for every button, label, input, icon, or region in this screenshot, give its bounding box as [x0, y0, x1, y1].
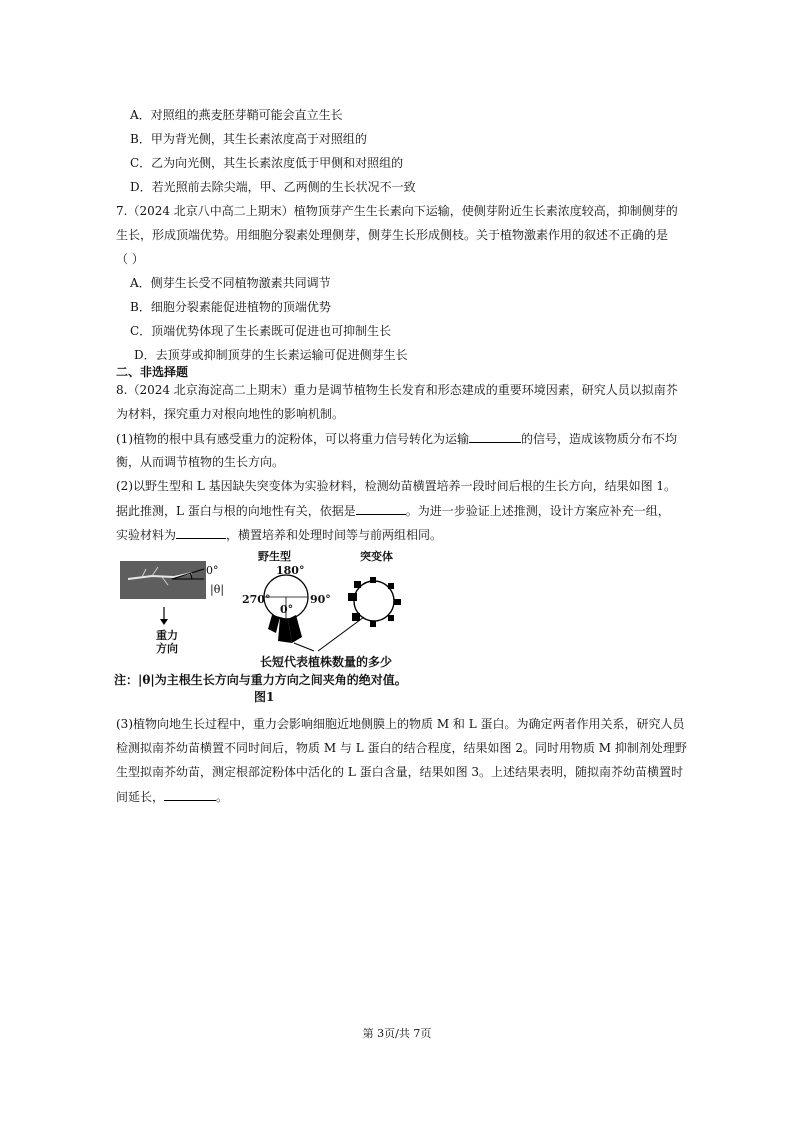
q7-option-a: A．侧芽生长受不同植物激素共同调节: [130, 276, 331, 290]
answer-blank-4[interactable]: [164, 788, 216, 801]
q8-part2-line1: (2)以野生型和 L 基因缺失突变体为实验材料，检测幼苗横置培养一段时间后根的生长方向，结果如图 1。: [116, 479, 677, 493]
mutant-bar: [370, 577, 376, 583]
figure-caption: 图1: [254, 690, 275, 704]
q8-part1-text-b: 的信号，造成该物质分布不均: [521, 432, 678, 446]
q7-stem-line2: 生长，形成顶端优势。用细胞分裂素处理侧芽，侧芽生长形成侧枝。关于植物激素作用的叙述不正确的是: [116, 228, 669, 242]
q8-part2-line3: [116, 526, 442, 543]
mutant-bar: [394, 599, 401, 605]
q8-part3-text-b: 。: [216, 790, 229, 804]
mutant-bar: [348, 593, 357, 601]
seedling-photo: [120, 561, 206, 599]
answer-blank-2[interactable]: [356, 502, 406, 515]
photo-theta-label: |θ|: [210, 583, 225, 596]
angle-90-label: 90°: [310, 593, 331, 606]
answer-blank-3[interactable]: [176, 526, 226, 539]
section-title: 二、非选择题: [116, 365, 189, 379]
mutant-bar: [388, 615, 394, 621]
wild-type-bar: [268, 615, 280, 633]
q7-stem-line1: 7.（2024 北京八中高二上期末）植物顶芽产生生长素向下运输，使侧芽附近生长素浓度较高，抑制侧芽的: [116, 204, 678, 218]
q6-option-d: D．若光照前去除尖端，甲、乙两侧的生长状况不一致: [130, 180, 416, 194]
pointer-line: [318, 617, 364, 651]
q8-part3-text-a: 间延长，: [116, 790, 165, 804]
q8-part1-line1: [116, 430, 677, 447]
q7-option-d: D．去顶芽或抑制顶芽的生长素运输可促进侧芽生长: [134, 348, 408, 362]
q8-part2-text-d: ，横置培养和处理时间等与前两组相同。: [226, 528, 443, 542]
page-footer: 第 3页/共 7页: [362, 1027, 432, 1040]
q6-option-a: A．对照组的燕麦胚芽鞘可能会直立生长: [130, 108, 343, 122]
q7-option-c: C．顶端优势体现了生长素既可促进也可抑制生长: [130, 324, 392, 338]
q7-option-b: B．细胞分裂素能促进植物的顶端优势: [130, 300, 331, 314]
q6-option-c: C．乙为向光侧，其生长素浓度低于甲侧和对照组的: [130, 156, 404, 170]
answer-blank-1[interactable]: [469, 430, 521, 443]
gravity-label-1: 重力: [156, 629, 178, 642]
mutant-bar: [352, 613, 360, 621]
pointer-line: [294, 643, 314, 651]
angle-270-label: 270°: [242, 593, 271, 606]
bar-meaning-label: 长短代表植株数量的多少: [260, 655, 393, 669]
q8-part1-line2: 衡，从而调节植物的生长方向。: [116, 455, 285, 469]
q8-part2-text-a: 据此推测，L 蛋白与根的向地性有关，依据是: [116, 504, 356, 518]
angle-180-label: 180°: [276, 564, 305, 577]
figure-1: [112, 545, 432, 705]
photo-angle-label: 0°: [206, 564, 219, 577]
q8-part1-text-a: (1)植物的根中具有感受重力的淀粉体，可以将重力信号转化为运输: [116, 432, 470, 446]
q8-part3-line2: 检测拟南芥幼苗横置不同时间后，物质 M 与 L 蛋白的结合程度，结果如图 2。同时用物质 M 抑制剂处理野: [116, 741, 687, 755]
figure-note: 注：|θ|为主根生长方向与重力方向之间夹角的绝对值。: [114, 673, 407, 687]
angle-0-label: 0°: [280, 603, 294, 616]
q8-part2-text-c: 实验材料为: [116, 528, 177, 542]
mutant-bar: [370, 621, 376, 627]
q8-stem-line2: 为材料，探究重力对根向地性的影响机制。: [116, 407, 345, 421]
wild-type-label: 野生型: [258, 550, 291, 563]
gravity-label-2: 方向: [156, 642, 178, 655]
q8-stem-line1: 8.（2024 北京海淀高二上期末）重力是调节植物生长发育和形态建成的重要环境因素，研究人员以拟南芥: [116, 383, 678, 397]
mutant-bar: [388, 583, 394, 589]
q6-option-b: B．甲为背光侧，其生长素浓度高于对照组的: [130, 132, 367, 146]
q8-part3-line3: 生型拟南芥幼苗，测定根部淀粉体中活化的 L 蛋白含量，结果如图 3。上述结果表明，随拟南芥幼苗横置时: [116, 765, 684, 779]
q7-stem-line3: （ ）: [116, 252, 144, 266]
mutant-label: 突变体: [360, 550, 393, 563]
q8-part3-line1: (3)植物向地生长过程中，重力会影响细胞近地侧膜上的物质 M 和 L 蛋白。为确定两者作用关系，研究人员: [116, 717, 685, 731]
q8-part2-text-b: 。为进一步验证上述推测，设计方案应补充一组，: [405, 504, 670, 518]
q8-part3-line4: [116, 788, 228, 805]
mutant-bar: [354, 581, 361, 588]
q8-part2-line2: [116, 502, 670, 519]
